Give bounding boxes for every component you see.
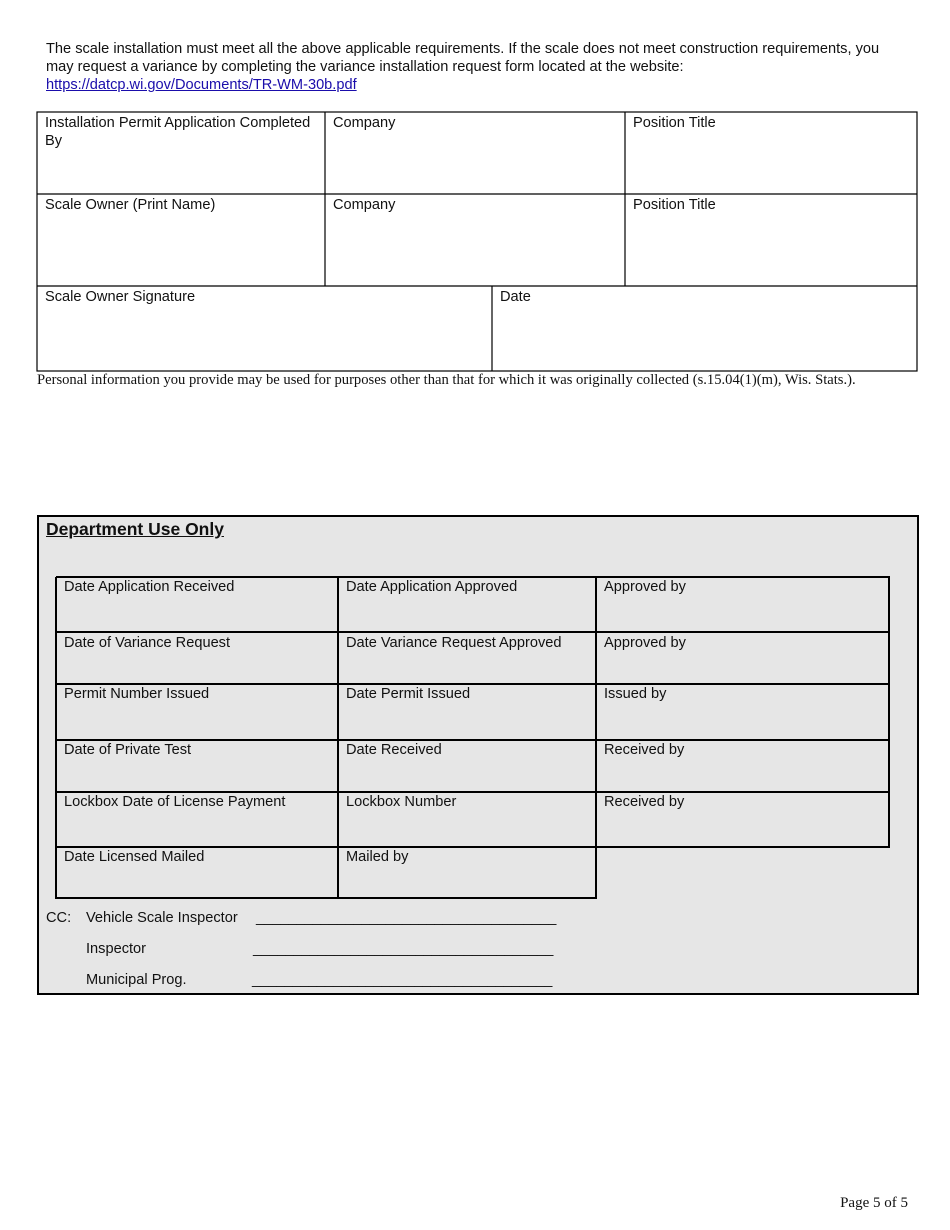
cc-municipal-prog-line[interactable]: _____________________________________ [252,972,553,988]
issued-by-label: Issued by [604,686,667,702]
cc-inspector-label: Inspector [86,941,147,957]
completed-by-label: Installation Permit Application Completed By [45,115,311,149]
date-received-label: Date Received [346,742,442,758]
mailed-by-field[interactable] [338,847,596,867]
company-label-1: Company [333,115,396,131]
owner-signature-label: Scale Owner Signature [45,289,196,305]
variance-form-link[interactable]: https://datcp.wi.gov/Documents/TR-WM-30b.pdf [46,77,357,93]
issued-by-field[interactable] [596,684,889,704]
date-application-approved-field[interactable] [338,577,596,597]
date-label: Date [500,289,531,305]
received-by-field-2[interactable] [596,792,889,812]
date-of-private-test-field[interactable] [56,740,338,760]
approved-by-field-2[interactable] [596,633,889,653]
received-by-field-1[interactable] [596,740,889,760]
date-of-variance-request-label: Date of Variance Request [64,635,231,651]
privacy-notice: Personal information you provide may be used for purposes other than that for which it was originally collected (s.15.04(1)(m), Wis. Stats.). [37,372,856,388]
date-application-approved-label: Date Application Approved [346,579,518,595]
cc-vehicle-scale-inspector-line[interactable]: _____________________________________ [256,910,557,926]
lockbox-number-label: Lockbox Number [346,794,457,810]
department-use-title: Department Use Only [46,519,224,539]
date-licensed-mailed-label: Date Licensed Mailed [64,849,205,865]
date-application-received-label: Date Application Received [64,579,235,595]
owner-name-label: Scale Owner (Print Name) [45,197,216,213]
cc-municipal-prog-label: Municipal Prog. [86,972,187,988]
date-of-private-test-label: Date of Private Test [64,742,192,758]
received-by-label-1: Received by [604,742,685,758]
cc-inspector-line[interactable]: _____________________________________ [253,941,554,957]
cc-vehicle-scale-inspector-label: Vehicle Scale Inspector [86,910,238,926]
permit-number-issued-label: Permit Number Issued [64,686,210,702]
date-licensed-mailed-field[interactable] [56,847,338,867]
mailed-by-label: Mailed by [346,849,409,865]
permit-number-issued-field[interactable] [56,684,338,704]
cc-prefix: CC: [46,910,72,926]
company-label-2: Company [333,197,396,213]
received-by-label-2: Received by [604,794,685,810]
date-permit-issued-label: Date Permit Issued [346,686,471,702]
approved-by-label-1: Approved by [604,579,686,595]
page-number: Page 5 of 5 [840,1195,908,1211]
date-variance-approved-field[interactable] [338,633,596,653]
lockbox-date-label: Lockbox Date of License Payment [64,794,286,810]
date-application-received-field[interactable] [56,577,338,597]
date-of-variance-request-field[interactable] [56,633,338,653]
date-variance-approved-label: Date Variance Request Approved [346,635,562,651]
lockbox-date-field[interactable] [56,792,338,812]
intro-text: The scale installation must meet all the above applicable requirements. If the scale does not meet construction requirements, you may request a variance by completing the variance installation request form located at the website: [46,41,880,75]
date-received-field[interactable] [338,740,596,760]
approved-by-label-2: Approved by [604,635,686,651]
lockbox-number-field[interactable] [338,792,596,812]
approved-by-field-1[interactable] [596,577,889,597]
date-permit-issued-field[interactable] [338,684,596,704]
position-title-label-1: Position Title [633,115,716,131]
position-title-label-2: Position Title [633,197,716,213]
